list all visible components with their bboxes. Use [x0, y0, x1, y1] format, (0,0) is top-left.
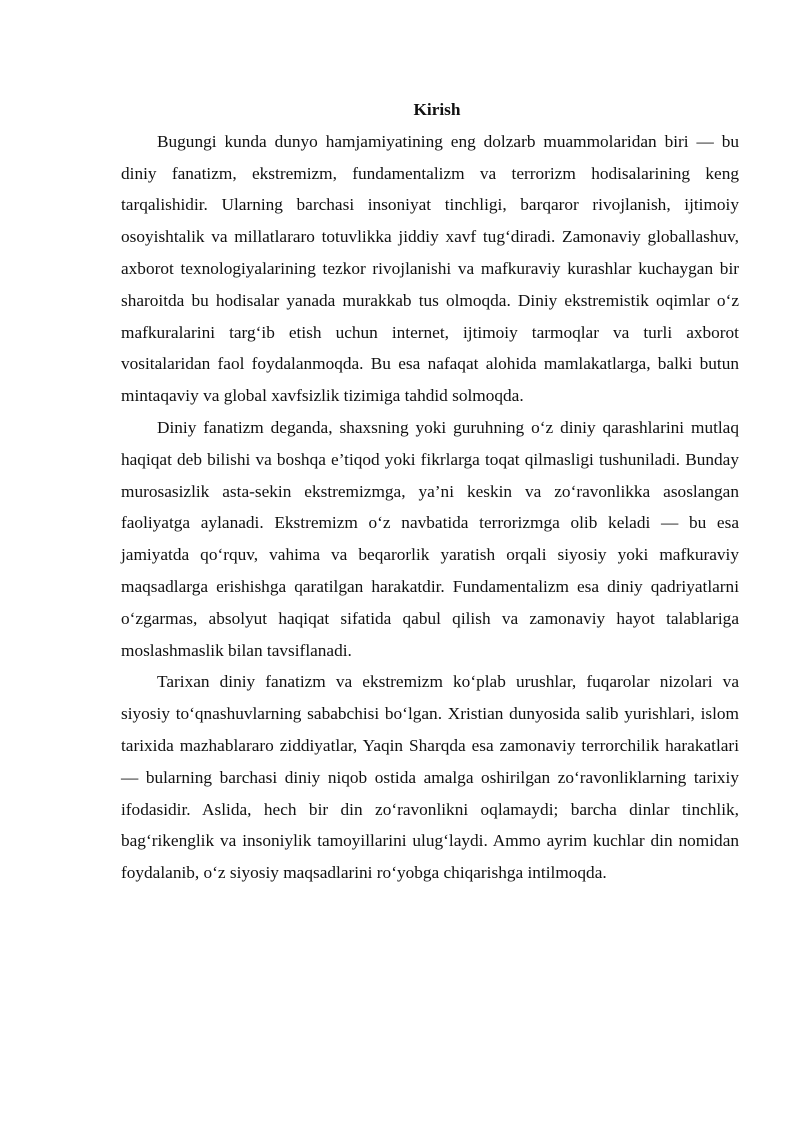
paragraph-2: Diniy fanatizm deganda, shaxsning yoki guruhning o‘z diniy qarashlarini mutlaq haqiqat deb bilishi va boshqa e’tiqod yoki fikrlarga toqat qilmasligi tushuniladi. Bunday murosasizlik asta-sekin ekstremizmga, ya’ni keskin va zo‘ravonlikka asoslangan faoliyatga aylanadi. Ekstremizm o‘z navbatida terrorizmga olib keladi — bu esa jamiyatda qo‘rquv, vahima va beqarorlik yaratish orqali siyosiy yoki mafkuraviy maqsadlarga erishishga qaratilgan harakatdir. Fundamentalizm esa diniy qadriyatlarni o‘zgarmas, absolyut haqiqat sifatida qabul qilish va zamonaviy hayot talablariga moslashmaslik bilan tavsiflanadi. [121, 417, 739, 660]
document-title: Kirish [413, 100, 461, 119]
paragraph-1: Bugungi kunda dunyo hamjamiyatining eng dolzarb muammolaridan biri — bu diniy fanatizm, ekstremizm, fundamentalizm va terrorizm hodisalarining keng tarqalishidir. Ularning barchasi insoniyat tinchligi, barqaror rivojlanish, ijtimoiy osoyishtalik va millatlararo totuvlikka jiddiy xavf tug‘diradi. Zamonaviy globallashuv, axborot texnologiyalarining tezkor rivojlanishi va mafkuraviy kurashlar kuchaygan bir sharoitda bu hodisalar yanada murakkab tus olmoqda. Diniy ekstremistik oqimlar o‘z mafkuralarini targ‘ib etish uchun internet, ijtimoiy tarmoqlar va turli axborot vositalaridan faol foydalanmoqda. Bu esa nafaqat alohida mamlakatlarga, balki butun mintaqaviy va global xavfsizlik tizimiga tahdid solmoqda. [121, 131, 739, 406]
paragraph-3: Tarixan diniy fanatizm va ekstremizm ko‘plab urushlar, fuqarolar nizolari va siyosiy to‘qnashuvlarning sababchisi bo‘lgan. Xristian dunyosida salib yurishlari, islom tarixida mazhablararo ziddiyatlar, Yaqin Sharqda esa zamonaviy terrorchilik harakatlari — bularning barchasi diniy niqob ostida amalga oshirilgan zo‘ravonliklarning tarixiy ifodasidir. Aslida, hech bir din zo‘ravonlikni oqlamaydi; barcha dinlar tinchlik, bag‘rikenglik va insoniylik tamoyillarini ulug‘laydi. Ammo ayrim kuchlar din nomidan foydalanib, o‘z siyosiy maqsadlarini ro‘yobga chiqarishga intilmoqda. [121, 672, 739, 883]
document-page [121, 94, 739, 889]
